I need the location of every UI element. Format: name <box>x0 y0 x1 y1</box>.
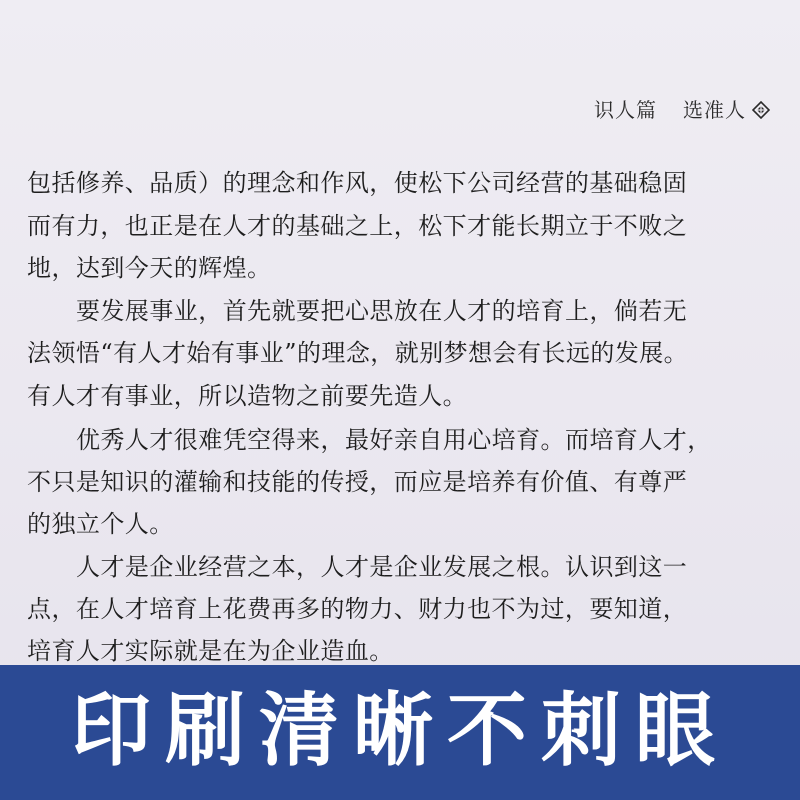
text-line: 培育人才实际就是在为企业造血。 <box>27 637 394 665</box>
promo-banner <box>0 665 800 800</box>
chapter-title: 识人篇 <box>594 98 657 122</box>
text-line: 点，在人才培育上花费再多的物力、财力也不为过，要知道， <box>27 595 688 623</box>
banner-text: 印刷清晰不刺眼 <box>71 684 729 777</box>
section-title: 选准人 <box>683 98 746 122</box>
text-line: 法领悟“有人才始有事业”的理念，就别梦想会有长远的发展。 <box>27 339 689 367</box>
text-line: 包括修养、品质）的理念和作风，使松下公司经营的基础稳固 <box>27 169 688 197</box>
text-line: 人才是企业经营之本，人才是企业发展之根。认识到这一 <box>76 553 688 581</box>
text-line: 优秀人才很难凭空得来，最好亲自用心培育。而培育人才， <box>76 426 712 454</box>
running-header <box>594 94 770 123</box>
text-line: 地，达到今天的辉煌。 <box>27 254 272 282</box>
text-line: 而有力，也正是在人才的基础之上，松下才能长期立于不败之 <box>27 212 688 240</box>
diamond-ornament-icon <box>752 100 770 118</box>
text-line: 不只是知识的灌输和技能的传授，而应是培养有价值、有尊严 <box>27 468 688 496</box>
text-line: 要发展事业，首先就要把心思放在人才的培育上，倘若无 <box>76 297 688 325</box>
text-line: 有人才有事业，所以造物之前要先造人。 <box>27 382 468 410</box>
text-line: 的独立个人。 <box>27 510 174 538</box>
